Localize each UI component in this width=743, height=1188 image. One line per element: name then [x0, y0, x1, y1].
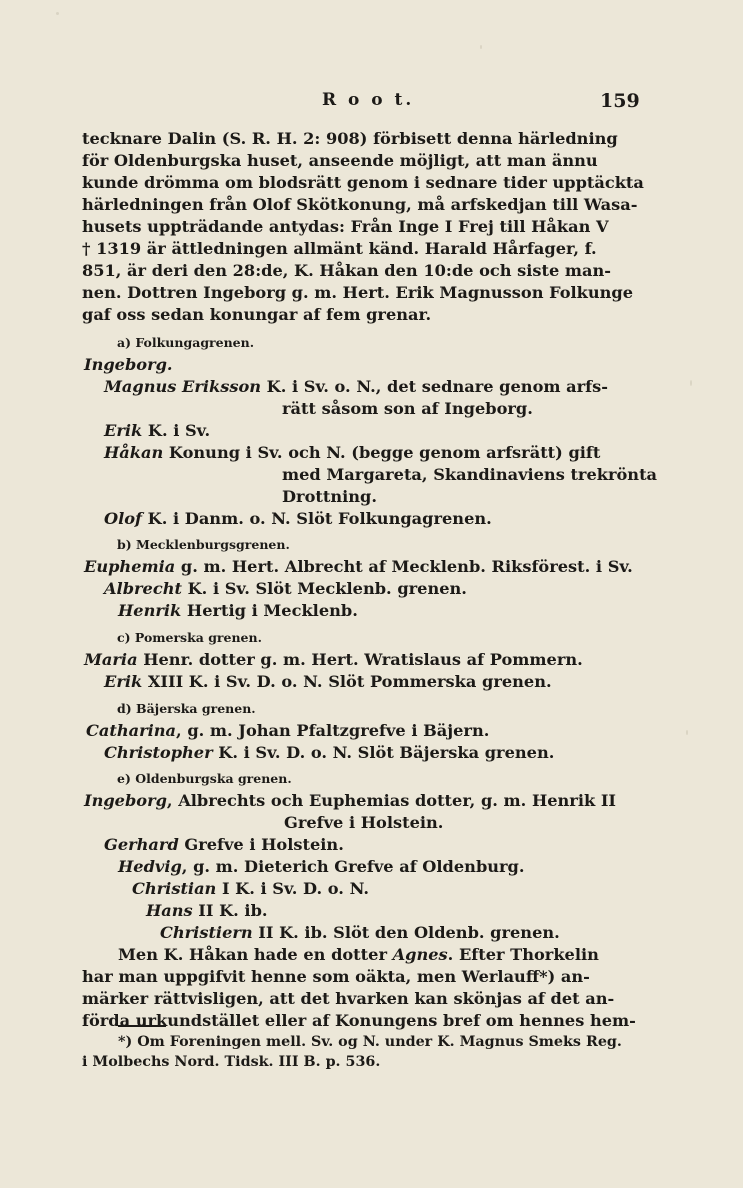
genealogy-entry [118, 856, 525, 878]
person-name: Hans [146, 901, 193, 920]
closing-text: . Efter Thorkelin [447, 945, 599, 964]
genealogy-entry [146, 900, 268, 922]
entry-text: II K. ib. [192, 901, 268, 920]
entry-text: Konung i Sv. och N. (begge genom arfsrätt) gift [163, 443, 601, 462]
genealogy-entry [104, 578, 467, 600]
entry-text: g. m. Hert. Albrecht af Mecklenb. Riksförest. i Sv. [175, 557, 633, 576]
entry-text: , g. m. Dieterich Grefve af Oldenburg. [181, 857, 525, 876]
genealogy-entry [104, 742, 554, 764]
person-name: Olof [104, 509, 143, 528]
person-name: Maria [84, 650, 138, 669]
person-name: Euphemia [84, 557, 176, 576]
body-line: tecknare Dalin (S. R. H. 2: 908) förbisett denna härledning [82, 129, 618, 148]
page-number: 159 [600, 90, 640, 112]
entry-text: K. i Sv. o. N., det sednare genom arfs- [261, 377, 608, 396]
body-line: har man uppgifvit henne som oäkta, men Werlauff*) an- [82, 967, 590, 986]
genealogy-entry [84, 790, 616, 812]
body-line: 851, är deri den 28:de, K. Håkan den 10:de och siste man- [82, 261, 612, 280]
entry-text: I K. i Sv. D. o. N. [216, 879, 369, 898]
person-name: Erik [104, 672, 143, 691]
entry-continuation: rätt såsom son af Ingeborg. [282, 399, 533, 418]
entry-text: Grefve i Holstein. [178, 835, 344, 854]
body-line: märker rättvisligen, att det hvarken kan skönjas af det an- [82, 989, 615, 1008]
body-line: nen. Dottren Ingeborg g. m. Hert. Erik Magnusson Folkunge [82, 283, 634, 302]
genealogy-entry [104, 834, 344, 856]
branch-heading: a) Folkungagrenen. [117, 335, 255, 350]
person-name: Ingeborg. [84, 355, 173, 374]
closing-text: Men K. Håkan hade en dotter [118, 945, 393, 964]
branch-heading: e) Oldenburgska grenen. [117, 771, 292, 786]
entry-text: , g. m. Johan Pfaltzgrefve i Bäjern. [176, 721, 490, 740]
person-name: Catharina [86, 721, 177, 740]
entry-text: , Albrechts och Euphemias dotter, g. m. Henrik II [166, 791, 616, 810]
body-line: härledningen från Olof Skötkonung, må arfskedjan till Wasa- [82, 195, 638, 214]
body-line: † 1319 är ättledningen allmänt känd. Harald Hårfager, f. [82, 239, 597, 258]
body-line: gaf oss sedan konungar af fem grenar. [82, 305, 432, 324]
body-line [118, 944, 599, 966]
genealogy-entry [104, 420, 210, 442]
person-name: Christopher [104, 743, 213, 762]
genealogy-entry [104, 671, 552, 693]
entry-continuation: med Margareta, Skandinaviens trekrönta [282, 465, 658, 484]
entry-text: II K. ib. Slöt den Oldenb. grenen. [252, 923, 560, 942]
entry-continuation: Drottning. [282, 487, 377, 506]
entry-text: K. i Sv. [142, 421, 211, 440]
genealogy-entry [84, 649, 583, 671]
person-name: Christiern [160, 923, 253, 942]
body-line: husets uppträdande antydas: Från Inge I Frej till Håkan V [82, 217, 609, 236]
person-name: Albrecht [104, 579, 182, 598]
genealogy-entry [132, 878, 369, 900]
paper-speck [56, 12, 59, 15]
entry-text: K. i Sv. Slöt Mecklenb. grenen. [181, 579, 467, 598]
person-name: Håkan [104, 443, 164, 462]
genealogy-entry [86, 720, 489, 742]
genealogy-entry [84, 354, 173, 376]
person-name: Erik [104, 421, 143, 440]
body-line: kunde drömma om blodsrätt genom i sednare tider upptäckta [82, 173, 644, 192]
branch-heading: b) Mecklenburgsgrenen. [117, 537, 290, 552]
paper-speck [686, 730, 688, 735]
person-name: Christian [132, 879, 217, 898]
genealogy-entry [104, 376, 608, 398]
person-name: Ingeborg [84, 791, 167, 810]
entry-text: K. i Sv. D. o. N. Slöt Bäjerska grenen. [212, 743, 555, 762]
paper-speck [690, 380, 692, 386]
genealogy-entry [104, 442, 600, 464]
genealogy-entry [118, 600, 358, 622]
running-title: R o o t. [322, 90, 415, 110]
entry-text: Henr. dotter g. m. Hert. Wratislaus af Pommern. [137, 650, 583, 669]
person-name: Hedvig [118, 857, 182, 876]
footnote-rule [118, 1025, 166, 1027]
entry-text: Hertig i Mecklenb. [181, 601, 358, 620]
paper-speck [480, 45, 482, 49]
person-name: Magnus Eriksson [104, 377, 262, 396]
entry-continuation: Grefve i Holstein. [284, 813, 444, 832]
person-name: Gerhard [104, 835, 179, 854]
genealogy-entry [84, 556, 633, 578]
footnote-line: *) Om Foreningen mell. Sv. og N. under K. Magnus Smeks Reg. [118, 1034, 622, 1050]
body-line: förda urkundstället eller af Konungens bref om hennes hem- [82, 1011, 636, 1030]
person-name: Henrik [118, 601, 182, 620]
body-line: för Oldenburgska huset, anseende möjligt, att man ännu [82, 151, 598, 170]
branch-heading: c) Pomerska grenen. [117, 630, 262, 645]
person-name: Agnes [392, 945, 448, 964]
genealogy-entry [160, 922, 560, 944]
running-header [0, 90, 743, 116]
branch-heading: d) Bäjerska grenen. [117, 701, 256, 716]
entry-text: XIII K. i Sv. D. o. N. Slöt Pommerska grenen. [142, 672, 552, 691]
entry-text: K. i Danm. o. N. Slöt Folkungagrenen. [142, 509, 492, 528]
footnote-line: i Molbechs Nord. Tidsk. III B. p. 536. [82, 1054, 381, 1070]
genealogy-entry [104, 508, 492, 530]
